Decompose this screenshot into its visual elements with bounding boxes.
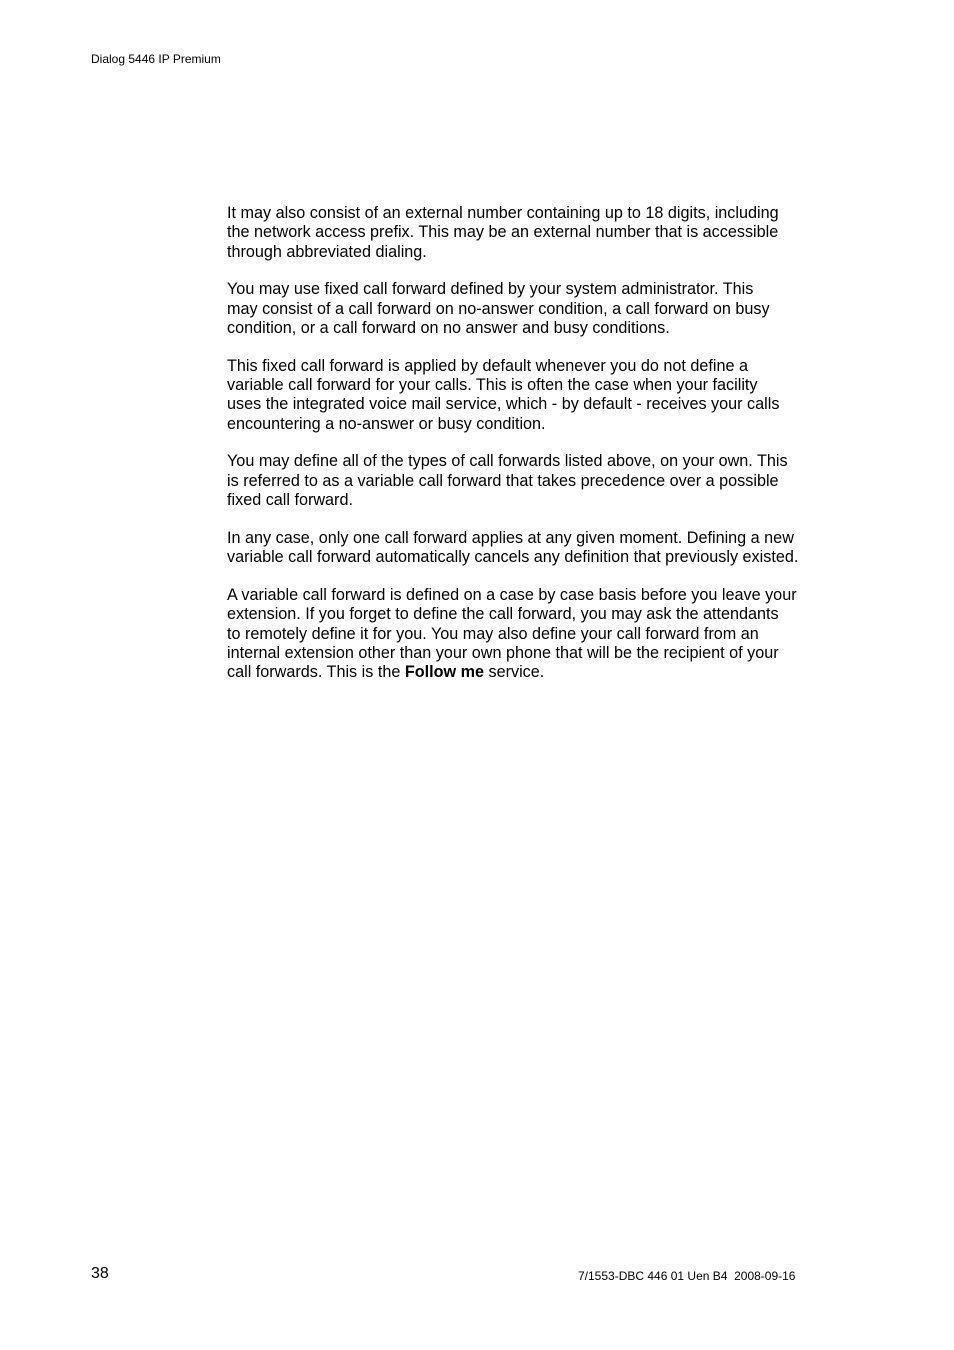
text-line: It may also consist of an external number containing up to 18 digits, including xyxy=(227,204,779,222)
text-line: You may use fixed call forward defined by your system administrator. This xyxy=(227,280,754,299)
paragraph-one-call-forward xyxy=(227,529,857,568)
paragraph-external-number xyxy=(227,204,857,262)
text-line: fixed call forward. xyxy=(227,491,353,510)
body-text xyxy=(227,204,857,701)
paragraph-follow-me xyxy=(227,586,857,682)
text-line-follow-me xyxy=(227,663,857,682)
text-line: extension. If you forget to define the call forward, you may ask the attendants xyxy=(227,605,779,624)
paragraph-default-behavior xyxy=(227,357,857,434)
text-line: condition, or a call forward on no answer and busy conditions. xyxy=(227,318,670,337)
text-line: variable call forward for your calls. This is often the case when your facility xyxy=(227,376,758,395)
text-line: encountering a no-answer or busy condition. xyxy=(227,414,546,433)
text-line: You may define all of the types of call forwards listed above, on your own. This xyxy=(227,452,788,471)
paragraph-variable-call-forward xyxy=(227,452,857,510)
follow-me-trail-text: service. xyxy=(483,663,545,682)
paragraph-fixed-call-forward xyxy=(227,280,857,338)
text-line: internal extension other than your own phone that will be the recipient of your xyxy=(227,643,779,662)
text-line: through abbreviated dialing. xyxy=(227,242,427,261)
text-line: to remotely define it for you. You may also define your call forward from an xyxy=(227,624,759,643)
text-line: may consist of a call forward on no-answer condition, a call forward on busy xyxy=(227,299,770,318)
text-line: uses the integrated voice mail service, which - by default - receives your calls xyxy=(227,395,780,414)
text-line: is referred to as a variable call forward that takes precedence over a possible xyxy=(227,471,779,490)
page-number: 38 xyxy=(91,1265,109,1282)
document-id: 7/1553-DBC 446 01 Uen B4 2008-09-16 xyxy=(578,1269,796,1283)
text-line: In any case, only one call forward applies at any given moment. Defining a new xyxy=(227,528,794,547)
follow-me-term: Follow me xyxy=(404,663,484,682)
text-line: A variable call forward is defined on a case by case basis before you leave your xyxy=(227,585,797,604)
follow-me-lead-text: call forwards. This is the xyxy=(227,663,405,682)
text-line: variable call forward automatically cancels any definition that previously existed. xyxy=(227,548,799,567)
text-line: the network access prefix. This may be an external number that is accessible xyxy=(227,223,779,242)
text-line: This fixed call forward is applied by default whenever you do not define a xyxy=(227,356,749,375)
running-header: Dialog 5446 IP Premium xyxy=(91,52,221,66)
